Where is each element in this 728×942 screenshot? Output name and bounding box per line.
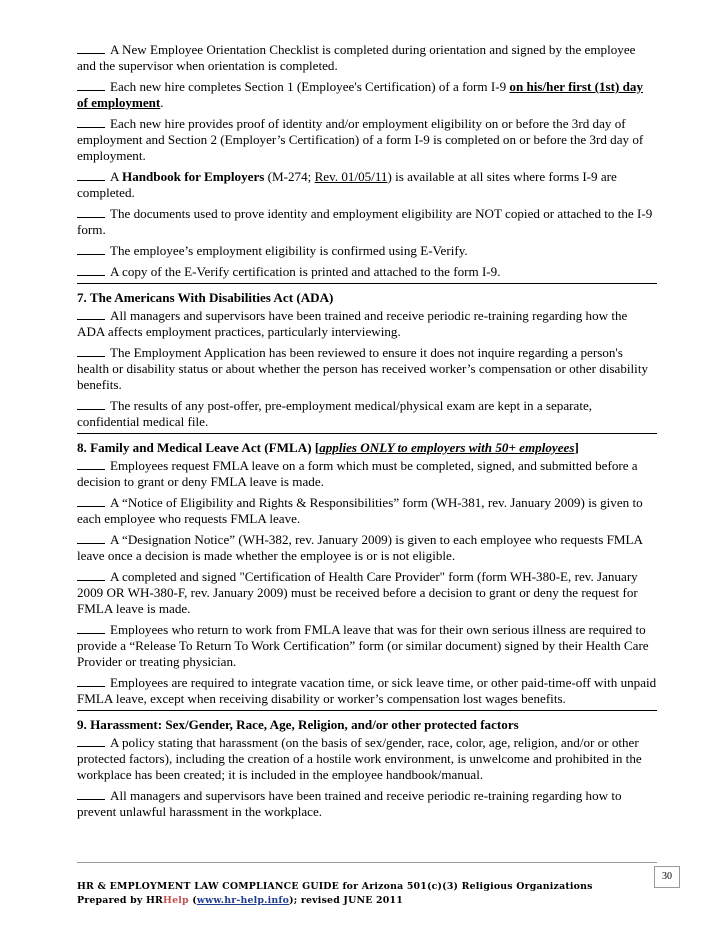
brand-help-text: Help bbox=[163, 895, 189, 906]
checklist-item: Employees are required to integrate vacation time, or sick leave time, or other paid-time-off with unpaid FMLA leave, except when receiving disability or worker’s compensation lost wages benefits. bbox=[77, 675, 657, 711]
website-link[interactable]: www.hr-help.info bbox=[196, 895, 290, 906]
revision-date: Rev. 01/05/11 bbox=[314, 169, 388, 184]
checklist-item: Employees request FMLA leave on a form which must be completed, signed, and submitted before a decision to grant or deny FMLA leave is made. bbox=[77, 458, 638, 489]
checkbox-blank[interactable] bbox=[77, 345, 105, 357]
checklist-item: All managers and supervisors have been trained and receive periodic re-training regarding how the ADA affects employment practices, particularly interviewing. bbox=[77, 308, 628, 339]
checklist-item: Employees who return to work from FMLA leave that was for their own serious illness are required to provide a “Release To Return To Work Certification” form (or similar document) signed by their Health Care Provider or treating physician. bbox=[77, 622, 649, 669]
checklist-item: The Employment Application has been reviewed to ensure it does not inquire regarding a person's health or disability status or about whether the person has received worker’s compensation or other disability benefits. bbox=[77, 345, 649, 392]
section-heading-fmla: 8. Family and Medical Leave Act (FMLA) [applies ONLY to employers with 50+ employees] bbox=[77, 440, 579, 455]
checkbox-blank[interactable] bbox=[77, 169, 105, 181]
checkbox-blank[interactable] bbox=[77, 116, 105, 128]
checklist-item: A copy of the E-Verify certification is printed and attached to the form I-9. bbox=[77, 264, 657, 284]
checkbox-blank[interactable] bbox=[77, 622, 105, 634]
checkbox-blank[interactable] bbox=[77, 79, 105, 91]
checklist-item: Each new hire completes Section 1 (Employee's Certification) of a form I-9 on his/her first (1st) day of employment. bbox=[77, 79, 644, 110]
fmla-applicability-note: applies ONLY to employers with 50+ employees bbox=[319, 440, 575, 455]
checklist-item: A “Designation Notice” (WH-382, rev. January 2009) is given to each employee who requests FMLA leave once a decision is made whether the employee is or is not eligible. bbox=[77, 532, 643, 563]
page-footer bbox=[77, 880, 637, 908]
checkbox-blank[interactable] bbox=[77, 206, 105, 218]
checklist-item: All managers and supervisors have been trained and receive periodic re-training regarding how to prevent unlawful harassment in the workplace. bbox=[77, 788, 622, 819]
checkbox-blank[interactable] bbox=[77, 398, 105, 410]
checklist-item: A policy stating that harassment (on the basis of sex/gender, race, color, age, religion, and/or or other protected factors), including the creation of a hostile work environment, is unwelcome and prohibited in the workplace has been created; it is included in the employee handbook/manual. bbox=[77, 735, 642, 782]
checklist-item: The employee’s employment eligibility is confirmed using E-Verify. bbox=[77, 243, 657, 259]
checkbox-blank[interactable] bbox=[77, 495, 105, 507]
checkbox-blank[interactable] bbox=[77, 569, 105, 581]
checkbox-blank[interactable] bbox=[77, 675, 105, 687]
section-heading-harassment: 9. Harassment: Sex/Gender, Race, Age, Religion, and/or other protected factors bbox=[77, 717, 519, 732]
checklist-item: The documents used to prove identity and employment eligibility are NOT copied or attached to the I-9 form. bbox=[77, 206, 653, 237]
section-heading-ada: 7. The Americans With Disabilities Act (ADA) bbox=[77, 290, 334, 305]
checkbox-blank[interactable] bbox=[77, 308, 105, 320]
checklist-item: Each new hire provides proof of identity and/or employment eligibility on or before the 3rd day of employment and Section 2 (Employer’s Certification) of a form I-9 is completed on or before the 3rd day of employment. bbox=[77, 116, 644, 163]
footer-divider bbox=[77, 862, 657, 863]
handbook-title: Handbook for Employers bbox=[122, 169, 265, 184]
checklist-item: A “Notice of Eligibility and Rights & Responsibilities” form (WH-381, rev. January 2009) is given to each employee who requests FMLA leave. bbox=[77, 495, 643, 526]
checkbox-blank[interactable] bbox=[77, 264, 105, 276]
checkbox-blank[interactable] bbox=[77, 458, 105, 470]
checkbox-blank[interactable] bbox=[77, 42, 105, 54]
checkbox-blank[interactable] bbox=[77, 735, 105, 747]
checklist-item: The results of any post-offer, pre-employment medical/physical exam are kept in a separate, confidential medical file. bbox=[77, 398, 657, 434]
footer-title: HR & EMPLOYMENT LAW COMPLIANCE GUIDE for Arizona 501(c)(3) Religious Organizations bbox=[77, 881, 593, 892]
page-number: 30 bbox=[654, 866, 680, 888]
checklist-item: A completed and signed "Certification of Health Care Provider" form (form WH-380-E, rev. January 2009 OR WH-380-F, rev. January 2009) must be received before a decision to grant or deny the request for FMLA leave is made. bbox=[77, 569, 638, 616]
checkbox-blank[interactable] bbox=[77, 532, 105, 544]
checkbox-blank[interactable] bbox=[77, 243, 105, 255]
checkbox-blank[interactable] bbox=[77, 788, 105, 800]
checklist-content bbox=[77, 42, 657, 825]
footer-credit: Prepared by HRHelp (www.hr-help.info); revised JUNE 2011 bbox=[77, 895, 403, 906]
checklist-item: A New Employee Orientation Checklist is completed during orientation and signed by the employee and the supervisor when orientation is completed. bbox=[77, 42, 636, 73]
emphasis-text: on his/her first (1st) day of employment bbox=[77, 79, 644, 110]
checklist-item: A Handbook for Employers (M-274; Rev. 01/05/11) is available at all sites where forms I-9 are completed. bbox=[77, 169, 617, 200]
